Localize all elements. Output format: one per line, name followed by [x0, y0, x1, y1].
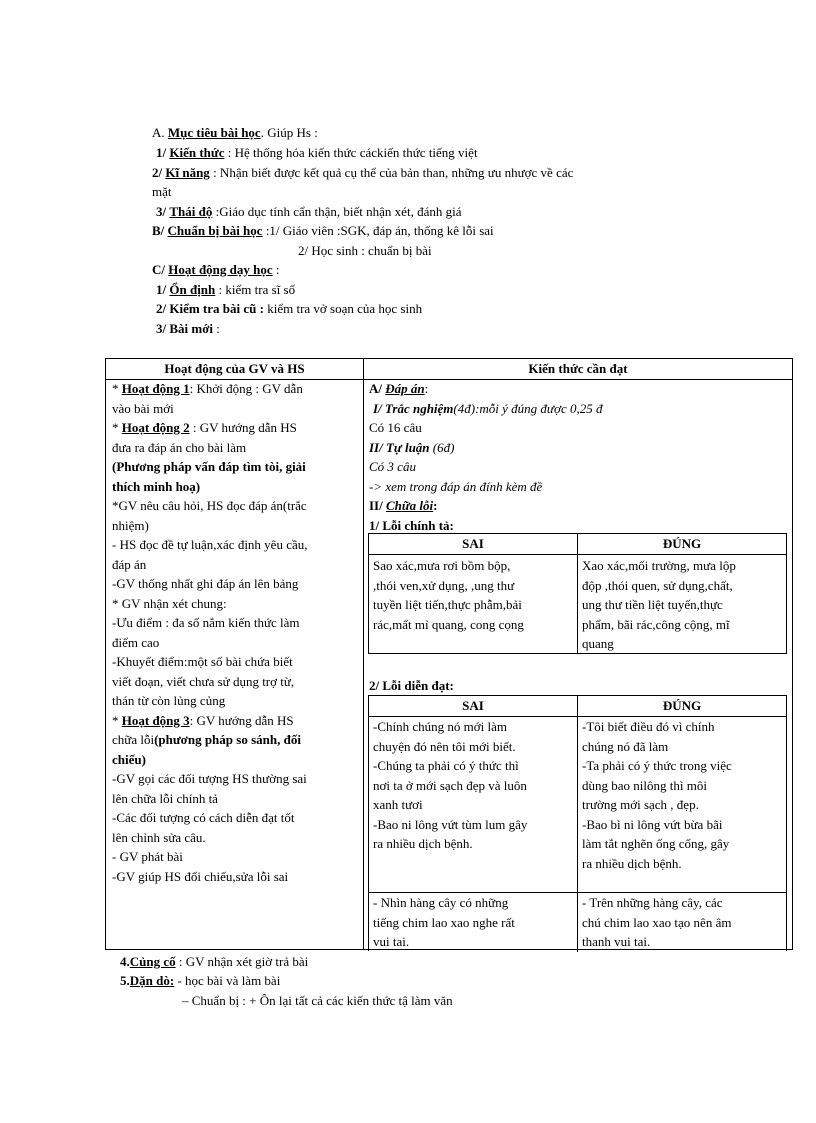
cell-line: -Bao bì ni lông vứt bừa bãi	[582, 816, 723, 832]
spelling-wrong-header: SAI	[462, 536, 484, 551]
cell-line: vui tai.	[373, 934, 410, 949]
skills-line: 2/ Kĩ năng : Nhận biết được kết quả cụ thể của bản than, những ưu nhược về các	[152, 165, 574, 180]
cell-line: làm tắt nghẽn ống cống, gây	[582, 836, 730, 851]
lesson-table	[105, 358, 793, 950]
cell-line: Sao xác,mưa rơi bồm bộp,	[373, 558, 511, 573]
teacher-student-activities: * Hoạt động 1: Khởi động : GV dẫn vào bài mới * Hoạt động 2 : GV hướng dẫn HS đưa ra đáp án cho bài làm (Phương pháp vấn đáp tìm tòi, giải thích minh hoạ) *GV nêu câu hỏi, HS đọc đáp án(trắc nhiệm) - HS đọc đề tự luận,xác định yêu cầu, đáp án -GV thống nhất ghi đáp án lên bảng * GV nhận xét chung: -Ưu điểm : đa số nắm kiến thức làm điểm cao -Khuyết điểm:một số bài chứa biết viết đoạn, viết chưa sử dụng trợ từ, thán từ còn lủng củng * Hoạt động 3: GV hướng dẫn HS chữa lỗi(phương pháp so sánh, đối chiếu) -GV gọi các đối tượng HS thường sai lên chữa lỗi chính tả -Các đối tượng có cách diễn đạt tốt lên chỉnh sửa câu. - GV phát bài -GV giúp HS đối chiếu,sửa lỗi sai	[112, 381, 308, 884]
cell-line: ,thói ven,xử dụng, ,ung thư	[373, 577, 515, 593]
spelling-right-header: ĐÚNG	[662, 536, 702, 551]
col1-header: Hoạt động của GV và HS	[164, 361, 305, 376]
cell-line: tuyền liệt tiến,thực phẫm,bải	[373, 597, 522, 612]
cell-line: -Bao ni lông vứt tùm lum gây	[373, 816, 528, 832]
spelling-errors-table	[368, 533, 787, 654]
cell-line: thanh vui tai.	[582, 934, 651, 949]
knowledge-line: 1/ Kiến thức : Hệ thống hóa kiến thức cáckiến thức tiếng việt	[156, 145, 478, 160]
cell-line: dùng bao nilông thì môi	[582, 777, 707, 793]
cell-line: - Trên những hàng cây, các	[582, 895, 723, 910]
cell-line: trường mới sạch , đẹp.	[582, 797, 699, 812]
cell-line: -Tôi biết điều đó vì chính	[582, 719, 715, 734]
preparation-line: B/ Chuẩn bị bài học :1/ Giáo viên :SGK, đáp án, thống kê lỗi sai	[152, 223, 494, 238]
column-divider	[363, 359, 364, 949]
cell-line: - Nhìn hàng cây có những	[373, 895, 509, 910]
expression-wrong-header: SAI	[462, 698, 484, 713]
attitude-line: 3/ Thái độ :Giáo dục tính cẩn thận, biết nhận xét, đánh giá	[156, 204, 462, 219]
cell-line: ra nhiều dịch bệnh.	[582, 855, 682, 871]
knowledge-column: A/ Đáp án: I/ Trắc nghiệm(4đ):mỗi ý đúng được 0,25 đ Có 16 câu II/ Tự luận (6đ) Có 3 câu -> xem trong đáp án đính kèm đề II/ Chữa lỗi: 1/ Lỗi chính tả:	[369, 381, 603, 533]
activities-heading: C/ Hoạt động dạy học :	[152, 262, 280, 277]
homework-line: 5.Dặn dò: - học bài và làm bài	[120, 973, 281, 988]
cell-line: Xao xác,mối trường, mưa lộp	[582, 558, 736, 573]
cell-line: xanh tươi	[373, 797, 423, 812]
cell-line: phẩm, bãi rác,công cộng, mĩ	[582, 616, 730, 632]
objectives-heading: A. Mục tiêu bài học. Giúp Hs :	[152, 125, 318, 140]
preparation-line-student: 2/ Học sinh : chuẩn bị bài	[298, 243, 432, 258]
expression-errors-table	[368, 695, 787, 951]
cell-line: tiếng chim lao xao nghe rất	[373, 914, 515, 930]
new-lesson-line: 3/ Bài mới :	[156, 321, 220, 336]
preparation-next-line: – Chuẩn bị : + Ôn lại tất cả các kiến thức tậ làm văn	[182, 993, 453, 1008]
col2-header: Kiến thức cần đạt	[528, 361, 628, 376]
spelling-right-cell	[582, 556, 782, 654]
cell-line: độp ,thói quen, sử dụng,chất,	[582, 577, 733, 593]
spelling-wrong-cell	[373, 556, 573, 634]
expression-right-cell-1	[582, 717, 782, 873]
expression-errors-title: 2/ Lỗi diễn đạt:	[369, 678, 454, 693]
expression-right-header: ĐÚNG	[662, 698, 702, 713]
cell-line: chúng nó đã làm	[582, 738, 669, 754]
skills-line-cont: mặt	[152, 184, 172, 199]
cell-line: ra nhiều dịch bệnh.	[373, 836, 473, 851]
cell-line: chuyện đó nên tôi mới biết.	[373, 738, 516, 754]
expression-right-cell-2	[582, 893, 782, 952]
expression-wrong-cell-1	[373, 717, 573, 854]
stabilize-line: 1/ Ổn định : kiểm tra sĩ số	[156, 282, 296, 297]
consolidation-line: 4.Củng cố : GV nhận xét giờ trả bài	[120, 954, 309, 969]
cell-line: -Chính chúng nó mới làm	[373, 719, 507, 734]
cell-line: -Ta phải có ý thức trong việc	[582, 758, 732, 773]
cell-line: quang	[582, 636, 614, 651]
cell-line: rác,mất mỉ quang, cong cọng	[373, 616, 524, 632]
cell-line: nơi ta ở mới sạch đẹp và luôn	[373, 777, 527, 793]
cell-line: chú chim lao xao tạo nên âm	[582, 914, 732, 930]
cell-line: ung thư tiền liệt tuyến,thực	[582, 597, 723, 612]
old-lesson-check-line: 2/ Kiểm tra bài cũ : kiểm tra vở soạn của học sinh	[156, 301, 423, 316]
expression-wrong-cell-2	[373, 893, 573, 952]
cell-line: -Chúng ta phải có ý thức thì	[373, 758, 519, 773]
